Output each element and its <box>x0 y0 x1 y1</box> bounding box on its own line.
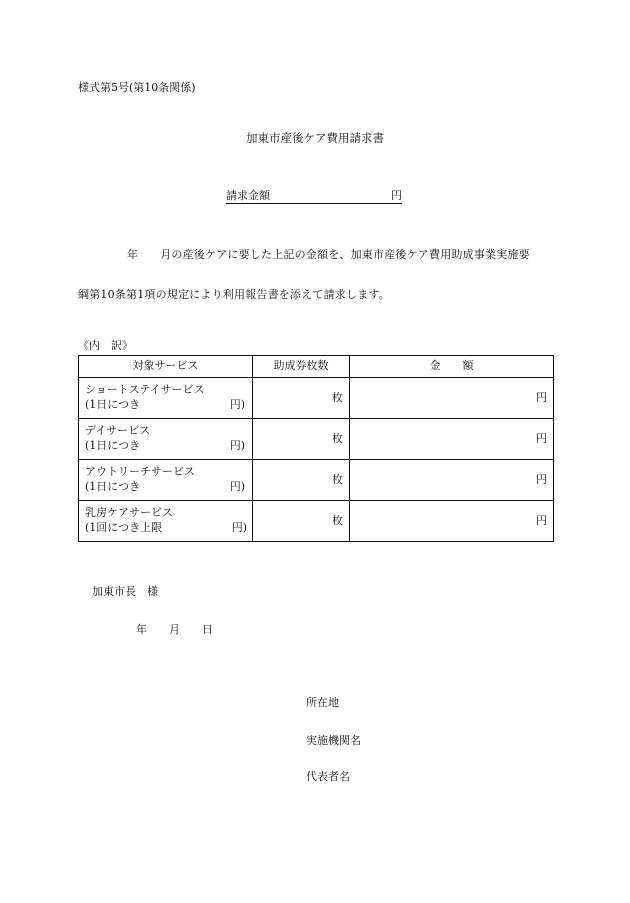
service-cell <box>79 378 253 419</box>
date-month: 月 <box>169 623 180 636</box>
addressee: 加東市長 様 <box>92 585 158 598</box>
date-line <box>136 624 213 635</box>
form-number: 様式第5号(第10条関係) <box>78 81 196 94</box>
service-name: デイサービス <box>85 424 151 438</box>
signature-address-label: 所在地 <box>306 696 339 709</box>
date-year: 年 <box>136 623 147 636</box>
column-header-service: 対象サービス <box>79 356 253 378</box>
column-header-amount: 金 額 <box>350 356 554 378</box>
table-row <box>79 501 554 542</box>
voucher-count-cell: 枚 <box>253 460 350 501</box>
breakdown-table <box>78 355 554 542</box>
date-day: 日 <box>202 623 213 636</box>
service-rate: (1日につき 円) <box>85 439 245 452</box>
claim-amount-label: 請求金額 <box>226 189 270 202</box>
voucher-count-cell: 枚 <box>253 501 350 542</box>
body-line-1-text: 月の産後ケアに要した上記の金額を、加東市産後ケア費用助成事業実施要 <box>160 248 530 261</box>
amount-cell: 円 <box>350 460 554 501</box>
voucher-count-cell: 枚 <box>253 378 350 419</box>
breakdown-label: 《内 訳》 <box>78 339 133 352</box>
body-text-line-1 <box>127 249 530 260</box>
table-row <box>79 378 554 419</box>
signature-representative-label: 代表者名 <box>306 770 350 783</box>
table-row <box>79 460 554 501</box>
service-rate: (1日につき 円) <box>85 480 245 493</box>
table-header-row <box>79 356 554 378</box>
service-cell <box>79 419 253 460</box>
amount-cell: 円 <box>350 378 554 419</box>
service-cell <box>79 501 253 542</box>
service-rate: (1回につき上限 円) <box>85 521 247 534</box>
column-header-voucher-count: 助成券枚数 <box>253 356 350 378</box>
table-row <box>79 419 554 460</box>
document-title: 加東市産後ケア費用請求書 <box>246 131 384 145</box>
service-name: ショートステイサービス <box>85 383 205 397</box>
service-name: アウトリーチサービス <box>85 465 195 479</box>
signature-institution-label: 実施機関名 <box>306 734 361 747</box>
claim-amount-unit: 円 <box>391 189 402 202</box>
service-cell <box>79 460 253 501</box>
service-name: 乳房ケアサービス <box>85 506 173 520</box>
claim-amount-field <box>226 190 402 204</box>
amount-cell: 円 <box>350 501 554 542</box>
service-rate: (1日につき 円) <box>85 398 245 411</box>
voucher-count-cell: 枚 <box>253 419 350 460</box>
body-year-label: 年 <box>127 248 139 261</box>
amount-cell: 円 <box>350 419 554 460</box>
body-text-line-2: 綱第10条第1項の規定により利用報告書を添えて請求します。 <box>78 288 390 301</box>
